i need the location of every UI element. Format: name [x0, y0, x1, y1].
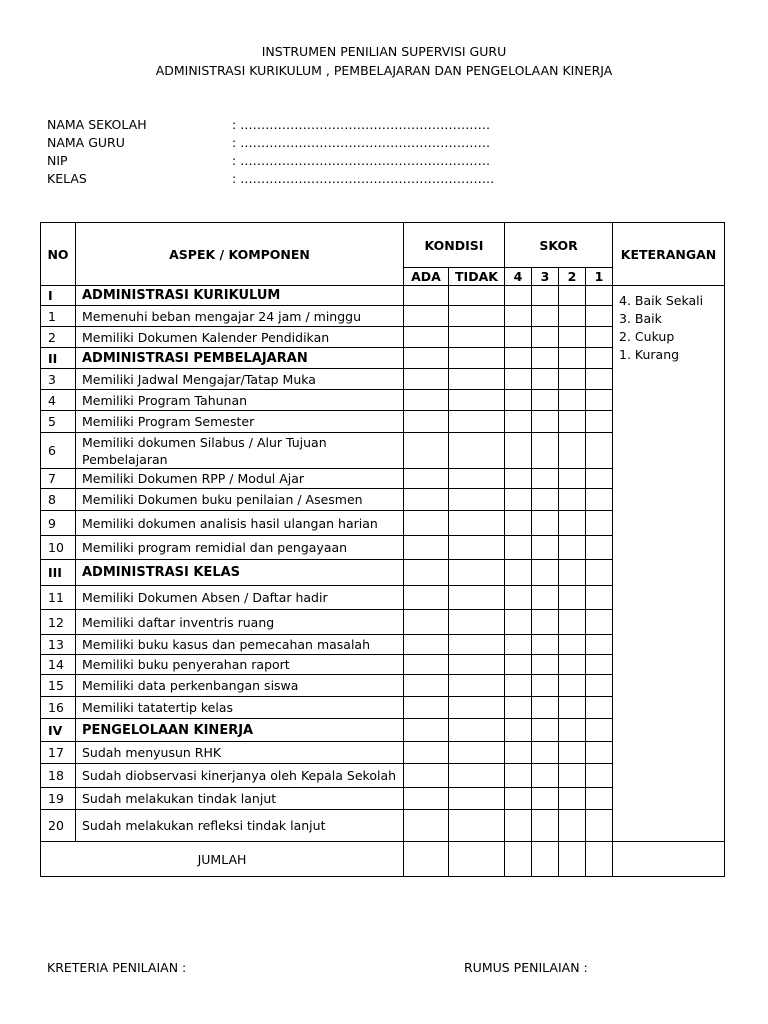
- score-3-cell: [532, 489, 559, 511]
- header-score-4: 4: [505, 268, 532, 286]
- aspect-text: Memiliki Dokumen buku penilaian / Asesmen: [76, 489, 404, 511]
- score-2-cell: [559, 327, 586, 348]
- score-4-cell: [505, 536, 532, 560]
- header-keterangan: KETERANGAN: [613, 223, 725, 286]
- score-2-cell: [559, 536, 586, 560]
- keterangan-total-cell: [613, 842, 725, 877]
- tidak-cell: [449, 511, 505, 536]
- score-1-cell: [586, 788, 613, 810]
- tidak-cell: [449, 719, 505, 742]
- info-value: : ……………………………………………………: [232, 153, 491, 168]
- score-4-cell: [505, 586, 532, 610]
- ada-cell: [404, 469, 449, 489]
- row-number: III: [41, 560, 76, 586]
- score-1-cell: [586, 675, 613, 697]
- score-3-cell: [532, 560, 559, 586]
- score-1-total-cell: [586, 842, 613, 877]
- score-2-cell: [559, 411, 586, 433]
- score-1-cell: [586, 369, 613, 390]
- ada-cell: [404, 433, 449, 469]
- score-2-cell: [559, 390, 586, 411]
- tidak-cell: [449, 390, 505, 411]
- row-number: 4: [41, 390, 76, 411]
- score-1-cell: [586, 327, 613, 348]
- tidak-cell: [449, 536, 505, 560]
- score-3-cell: [532, 635, 559, 655]
- kriteria-penilaian-label: KRETERIA PENILAIAN :: [47, 960, 187, 975]
- aspect-text: Memiliki Dokumen Kalender Pendidikan: [76, 327, 404, 348]
- score-4-cell: [505, 489, 532, 511]
- row-number: 18: [41, 764, 76, 788]
- row-number: 5: [41, 411, 76, 433]
- score-2-cell: [559, 719, 586, 742]
- score-3-cell: [532, 348, 559, 369]
- score-1-cell: [586, 719, 613, 742]
- score-2-cell: [559, 742, 586, 764]
- ada-cell: [404, 635, 449, 655]
- row-number: 6: [41, 433, 76, 469]
- row-number: II: [41, 348, 76, 369]
- info-label: NAMA SEKOLAH: [47, 117, 147, 132]
- jumlah-label: JUMLAH: [41, 842, 404, 877]
- row-number: 3: [41, 369, 76, 390]
- score-2-cell: [559, 655, 586, 675]
- score-4-cell: [505, 411, 532, 433]
- score-4-cell: [505, 764, 532, 788]
- score-1-cell: [586, 697, 613, 719]
- score-4-cell: [505, 788, 532, 810]
- ada-cell: [404, 286, 449, 306]
- row-number: 16: [41, 697, 76, 719]
- score-3-cell: [532, 764, 559, 788]
- score-3-cell: [532, 327, 559, 348]
- score-3-cell: [532, 788, 559, 810]
- ada-cell: [404, 719, 449, 742]
- header-score-3: 3: [532, 268, 559, 286]
- score-2-cell: [559, 764, 586, 788]
- ada-cell: [404, 697, 449, 719]
- score-1-cell: [586, 306, 613, 327]
- aspect-text: Memiliki Dokumen RPP / Modul Ajar: [76, 469, 404, 489]
- aspect-text: Sudah melakukan tindak lanjut: [76, 788, 404, 810]
- score-4-cell: [505, 635, 532, 655]
- tidak-cell: [449, 560, 505, 586]
- score-4-cell: [505, 511, 532, 536]
- info-label: NAMA GURU: [47, 135, 125, 150]
- header-tidak: TIDAK: [449, 268, 505, 286]
- row-number: 8: [41, 489, 76, 511]
- ada-cell: [404, 536, 449, 560]
- aspect-text: Memiliki Dokumen Absen / Daftar hadir: [76, 586, 404, 610]
- aspect-text: Memiliki dokumen Silabus / Alur Tujuan Pembelajaran: [76, 433, 404, 469]
- score-3-cell: [532, 610, 559, 635]
- row-number: 19: [41, 788, 76, 810]
- score-3-cell: [532, 390, 559, 411]
- aspect-text: Sudah menyusun RHK: [76, 742, 404, 764]
- score-1-cell: [586, 536, 613, 560]
- score-2-cell: [559, 810, 586, 842]
- score-1-cell: [586, 469, 613, 489]
- tidak-cell: [449, 788, 505, 810]
- score-4-cell: [505, 469, 532, 489]
- row-number: IV: [41, 719, 76, 742]
- header-aspek: ASPEK / KOMPONEN: [76, 223, 404, 286]
- aspect-text: Memiliki Program Tahunan: [76, 390, 404, 411]
- score-1-cell: [586, 586, 613, 610]
- aspect-text: Sudah melakukan refleksi tindak lanjut: [76, 810, 404, 842]
- section-title: ADMINISTRASI PEMBELAJARAN: [76, 348, 404, 369]
- score-4-total-cell: [505, 842, 532, 877]
- score-2-cell: [559, 788, 586, 810]
- section-title: ADMINISTRASI KELAS: [76, 560, 404, 586]
- ada-cell: [404, 586, 449, 610]
- tidak-cell: [449, 327, 505, 348]
- tidak-cell: [449, 586, 505, 610]
- aspect-text: Memiliki Jadwal Mengajar/Tatap Muka: [76, 369, 404, 390]
- score-4-cell: [505, 655, 532, 675]
- score-2-cell: [559, 286, 586, 306]
- ada-cell: [404, 348, 449, 369]
- score-4-cell: [505, 610, 532, 635]
- header-score-2: 2: [559, 268, 586, 286]
- score-2-cell: [559, 560, 586, 586]
- aspect-text: Memiliki buku kasus dan pemecahan masalah: [76, 635, 404, 655]
- score-2-cell: [559, 433, 586, 469]
- score-3-cell: [532, 286, 559, 306]
- aspect-text: Memiliki Program Semester: [76, 411, 404, 433]
- keterangan-legend: [613, 286, 725, 842]
- score-4-cell: [505, 675, 532, 697]
- aspect-text: Memiliki program remidial dan pengayaan: [76, 536, 404, 560]
- score-2-cell: [559, 306, 586, 327]
- info-label: KELAS: [47, 171, 87, 186]
- tidak-cell: [449, 489, 505, 511]
- score-1-cell: [586, 810, 613, 842]
- document-title: INSTRUMEN PENILIAN SUPERVISI GURU: [261, 44, 507, 59]
- ada-cell: [404, 369, 449, 390]
- ada-cell: [404, 327, 449, 348]
- supervision-table: [40, 222, 725, 877]
- ada-cell: [404, 764, 449, 788]
- row-number: 2: [41, 327, 76, 348]
- aspect-text: Memiliki dokumen analisis hasil ulangan harian: [76, 511, 404, 536]
- legend-item: 2. Cukup: [619, 329, 675, 344]
- document-subtitle: ADMINISTRASI KURIKULUM , PEMBELAJARAN DAN PENGELOLAAN KINERJA: [155, 63, 613, 78]
- score-1-cell: [586, 286, 613, 306]
- score-3-cell: [532, 433, 559, 469]
- header-score-1: 1: [586, 268, 613, 286]
- score-2-cell: [559, 511, 586, 536]
- row-number: 1: [41, 306, 76, 327]
- score-4-cell: [505, 306, 532, 327]
- aspect-text: Sudah diobservasi kinerjanya oleh Kepala Sekolah: [76, 764, 404, 788]
- score-1-cell: [586, 635, 613, 655]
- score-4-cell: [505, 369, 532, 390]
- ada-cell: [404, 675, 449, 697]
- ada-cell: [404, 742, 449, 764]
- header-no: NO: [41, 223, 76, 286]
- score-2-cell: [559, 635, 586, 655]
- ada-cell: [404, 610, 449, 635]
- tidak-cell: [449, 675, 505, 697]
- row-number: 14: [41, 655, 76, 675]
- score-3-cell: [532, 469, 559, 489]
- score-3-cell: [532, 536, 559, 560]
- section-title: PENGELOLAAN KINERJA: [76, 719, 404, 742]
- row-number: 12: [41, 610, 76, 635]
- tidak-cell: [449, 433, 505, 469]
- info-value: : …………………………………………………….: [232, 171, 495, 186]
- score-2-cell: [559, 369, 586, 390]
- ada-cell: [404, 489, 449, 511]
- score-2-cell: [559, 610, 586, 635]
- score-1-cell: [586, 511, 613, 536]
- score-1-cell: [586, 764, 613, 788]
- row-number: I: [41, 286, 76, 306]
- tidak-cell: [449, 306, 505, 327]
- legend-item: 4. Baik Sekali: [619, 293, 704, 308]
- score-3-cell: [532, 655, 559, 675]
- row-number: 15: [41, 675, 76, 697]
- row-number: 11: [41, 586, 76, 610]
- info-label: NIP: [47, 153, 68, 168]
- legend-item: 1. Kurang: [619, 347, 680, 362]
- aspect-text: Memiliki daftar inventris ruang: [76, 610, 404, 635]
- aspect-text: Memiliki buku penyerahan raport: [76, 655, 404, 675]
- header-kondisi: KONDISI: [404, 223, 505, 268]
- score-1-cell: [586, 742, 613, 764]
- row-number: 17: [41, 742, 76, 764]
- score-1-cell: [586, 390, 613, 411]
- score-3-cell: [532, 697, 559, 719]
- rumus-penilaian-label: RUMUS PENILAIAN :: [464, 960, 588, 975]
- tidak-cell: [449, 655, 505, 675]
- ada-cell: [404, 788, 449, 810]
- info-value: : ……………………………………………………: [232, 135, 491, 150]
- tidak-cell: [449, 764, 505, 788]
- score-4-cell: [505, 810, 532, 842]
- score-3-cell: [532, 511, 559, 536]
- header-ada: ADA: [404, 268, 449, 286]
- score-2-cell: [559, 469, 586, 489]
- tidak-cell: [449, 469, 505, 489]
- jumlah-row: [41, 842, 725, 877]
- score-4-cell: [505, 390, 532, 411]
- score-3-cell: [532, 742, 559, 764]
- score-3-total-cell: [532, 842, 559, 877]
- score-1-cell: [586, 610, 613, 635]
- score-4-cell: [505, 697, 532, 719]
- score-1-cell: [586, 655, 613, 675]
- tidak-cell: [449, 742, 505, 764]
- ada-cell: [404, 306, 449, 327]
- row-number: 13: [41, 635, 76, 655]
- tidak-total-cell: [449, 842, 505, 877]
- score-4-cell: [505, 286, 532, 306]
- aspect-text: Memiliki tatatertip kelas: [76, 697, 404, 719]
- row-number: 9: [41, 511, 76, 536]
- tidak-cell: [449, 369, 505, 390]
- score-2-total-cell: [559, 842, 586, 877]
- row-number: 20: [41, 810, 76, 842]
- info-value: : ……………………………………………………: [232, 117, 491, 132]
- table-body: [41, 286, 725, 877]
- ada-cell: [404, 411, 449, 433]
- ada-cell: [404, 655, 449, 675]
- score-1-cell: [586, 411, 613, 433]
- ada-cell: [404, 511, 449, 536]
- score-3-cell: [532, 810, 559, 842]
- tidak-cell: [449, 697, 505, 719]
- ada-cell: [404, 390, 449, 411]
- score-2-cell: [559, 348, 586, 369]
- score-4-cell: [505, 742, 532, 764]
- score-4-cell: [505, 433, 532, 469]
- tidak-cell: [449, 610, 505, 635]
- tidak-cell: [449, 411, 505, 433]
- ada-cell: [404, 560, 449, 586]
- score-4-cell: [505, 327, 532, 348]
- score-2-cell: [559, 697, 586, 719]
- ada-total-cell: [404, 842, 449, 877]
- score-3-cell: [532, 369, 559, 390]
- aspect-text: Memenuhi beban mengajar 24 jam / minggu: [76, 306, 404, 327]
- score-3-cell: [532, 411, 559, 433]
- tidak-cell: [449, 810, 505, 842]
- score-2-cell: [559, 586, 586, 610]
- section-title: ADMINISTRASI KURIKULUM: [76, 286, 404, 306]
- score-3-cell: [532, 675, 559, 697]
- score-4-cell: [505, 348, 532, 369]
- header-skor: SKOR: [505, 223, 613, 268]
- score-3-cell: [532, 719, 559, 742]
- score-4-cell: [505, 560, 532, 586]
- aspect-text: Memiliki data perkenbangan siswa: [76, 675, 404, 697]
- tidak-cell: [449, 348, 505, 369]
- score-3-cell: [532, 586, 559, 610]
- score-2-cell: [559, 675, 586, 697]
- section-row: [41, 286, 725, 306]
- row-number: 7: [41, 469, 76, 489]
- tidak-cell: [449, 286, 505, 306]
- ada-cell: [404, 810, 449, 842]
- score-1-cell: [586, 560, 613, 586]
- score-1-cell: [586, 348, 613, 369]
- score-3-cell: [532, 306, 559, 327]
- tidak-cell: [449, 635, 505, 655]
- row-number: 10: [41, 536, 76, 560]
- score-1-cell: [586, 489, 613, 511]
- legend-item: 3. Baik: [619, 311, 662, 326]
- score-1-cell: [586, 433, 613, 469]
- score-4-cell: [505, 719, 532, 742]
- score-2-cell: [559, 489, 586, 511]
